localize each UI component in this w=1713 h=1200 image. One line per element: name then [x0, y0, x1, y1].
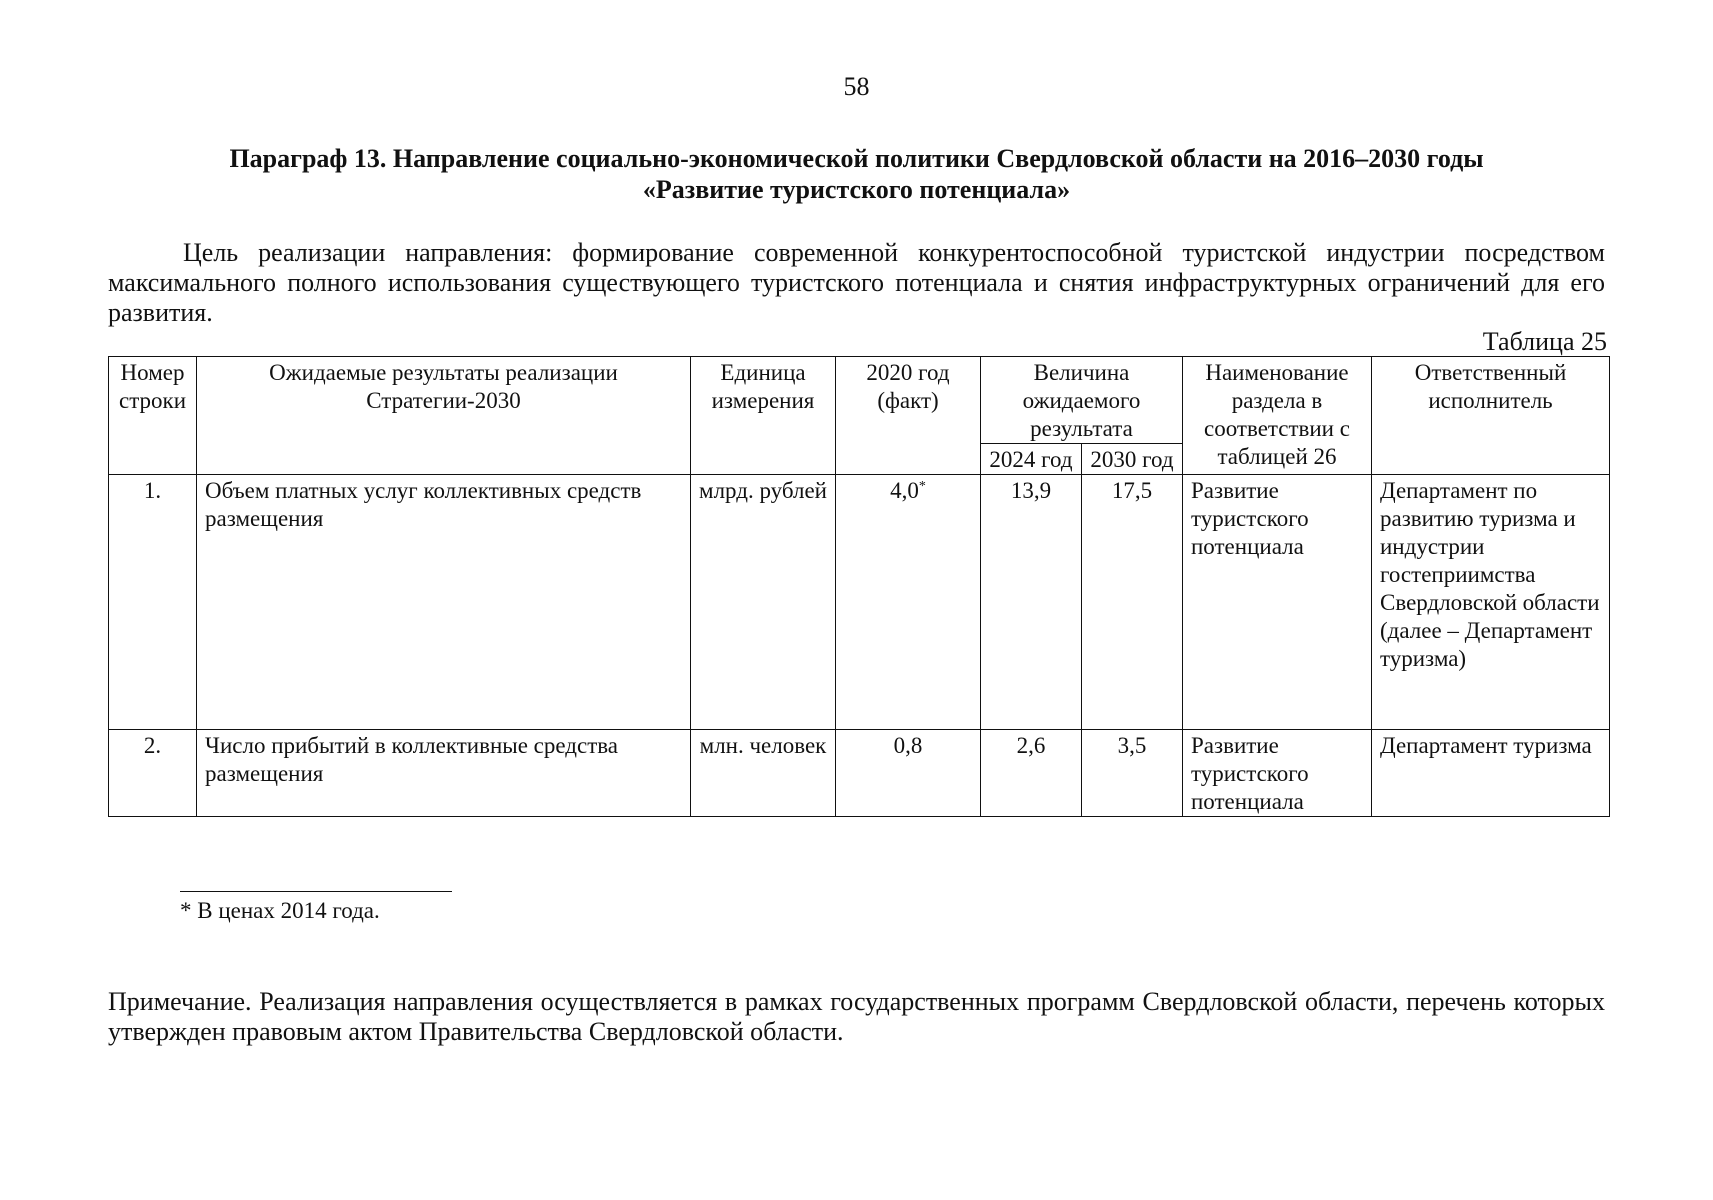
note-paragraph: Примечание. Реализация направления осуществляется в рамках государственных программ Свердловской области, перечень которых утвержден правовым актом Правительства Свердловской области. — [108, 987, 1605, 1046]
header-responsible: Ответственный исполнитель — [1372, 357, 1610, 475]
heading-line-2: «Развитие туристского потенциала» — [642, 175, 1071, 204]
header-section-name: Наименование раздела в соответствии с таблицей 26 — [1183, 357, 1372, 475]
fact-2020-cell: 0,8 — [836, 730, 981, 817]
footnote-mark: * — [918, 479, 926, 494]
header-row-number: Номер строки — [109, 357, 197, 475]
unit-cell: млн. человек — [691, 730, 836, 817]
value-2030-cell: 17,5 — [1082, 475, 1183, 730]
unit-cell: млрд. рублей — [691, 475, 836, 730]
value-2030-cell: 3,5 — [1082, 730, 1183, 817]
table-caption: Таблица 25 — [1482, 327, 1607, 356]
section-cell: Развитие туристского потенциала — [1183, 475, 1372, 730]
page-number: 58 — [843, 72, 870, 101]
table-row — [109, 475, 1610, 730]
heading-line-1: Параграф 13. Направление социально-экономической политики Свердловской области на 2016–2030 годы — [229, 144, 1484, 173]
table-header-row — [109, 357, 1610, 444]
results-table — [108, 356, 1610, 817]
section-heading — [108, 143, 1605, 205]
header-year-2030: 2030 год — [1082, 444, 1183, 475]
fact-2020-cell — [836, 475, 981, 730]
goal-paragraph: Цель реализации направления: формирование современной конкурентоспособной туристской индустрии посредством максимального полного использования существующего туристского потенциала и снятия инфраструктурных ограничений для его развития. — [108, 238, 1605, 327]
footnote: * В ценах 2014 года. — [180, 898, 380, 923]
result-cell: Число прибытий в коллективные средства размещения — [197, 730, 691, 817]
result-cell: Объем платных услуг коллективных средств размещения — [197, 475, 691, 730]
responsible-cell: Департамент по развитию туризма и индустрии гостеприимства Свердловской области (далее – Департамент туризма) — [1372, 475, 1610, 730]
header-expected-results: Ожидаемые результаты реализации Стратегии-2030 — [197, 357, 691, 475]
row-number-cell: 2. — [109, 730, 197, 817]
responsible-cell: Департамент туризма — [1372, 730, 1610, 817]
value-2024-cell: 2,6 — [981, 730, 1082, 817]
header-unit: Единица измерения — [691, 357, 836, 475]
header-year-2024: 2024 год — [981, 444, 1082, 475]
fact-2020-value: 4,0 — [890, 478, 919, 503]
row-number-cell: 1. — [109, 475, 197, 730]
value-2024-cell: 13,9 — [981, 475, 1082, 730]
table-row — [109, 730, 1610, 817]
header-fact-2020: 2020 год (факт) — [836, 357, 981, 475]
section-cell: Развитие туристского потенциала — [1183, 730, 1372, 817]
header-expected-value: Величина ожидаемого результата — [981, 357, 1183, 444]
footnote-divider — [180, 891, 452, 892]
